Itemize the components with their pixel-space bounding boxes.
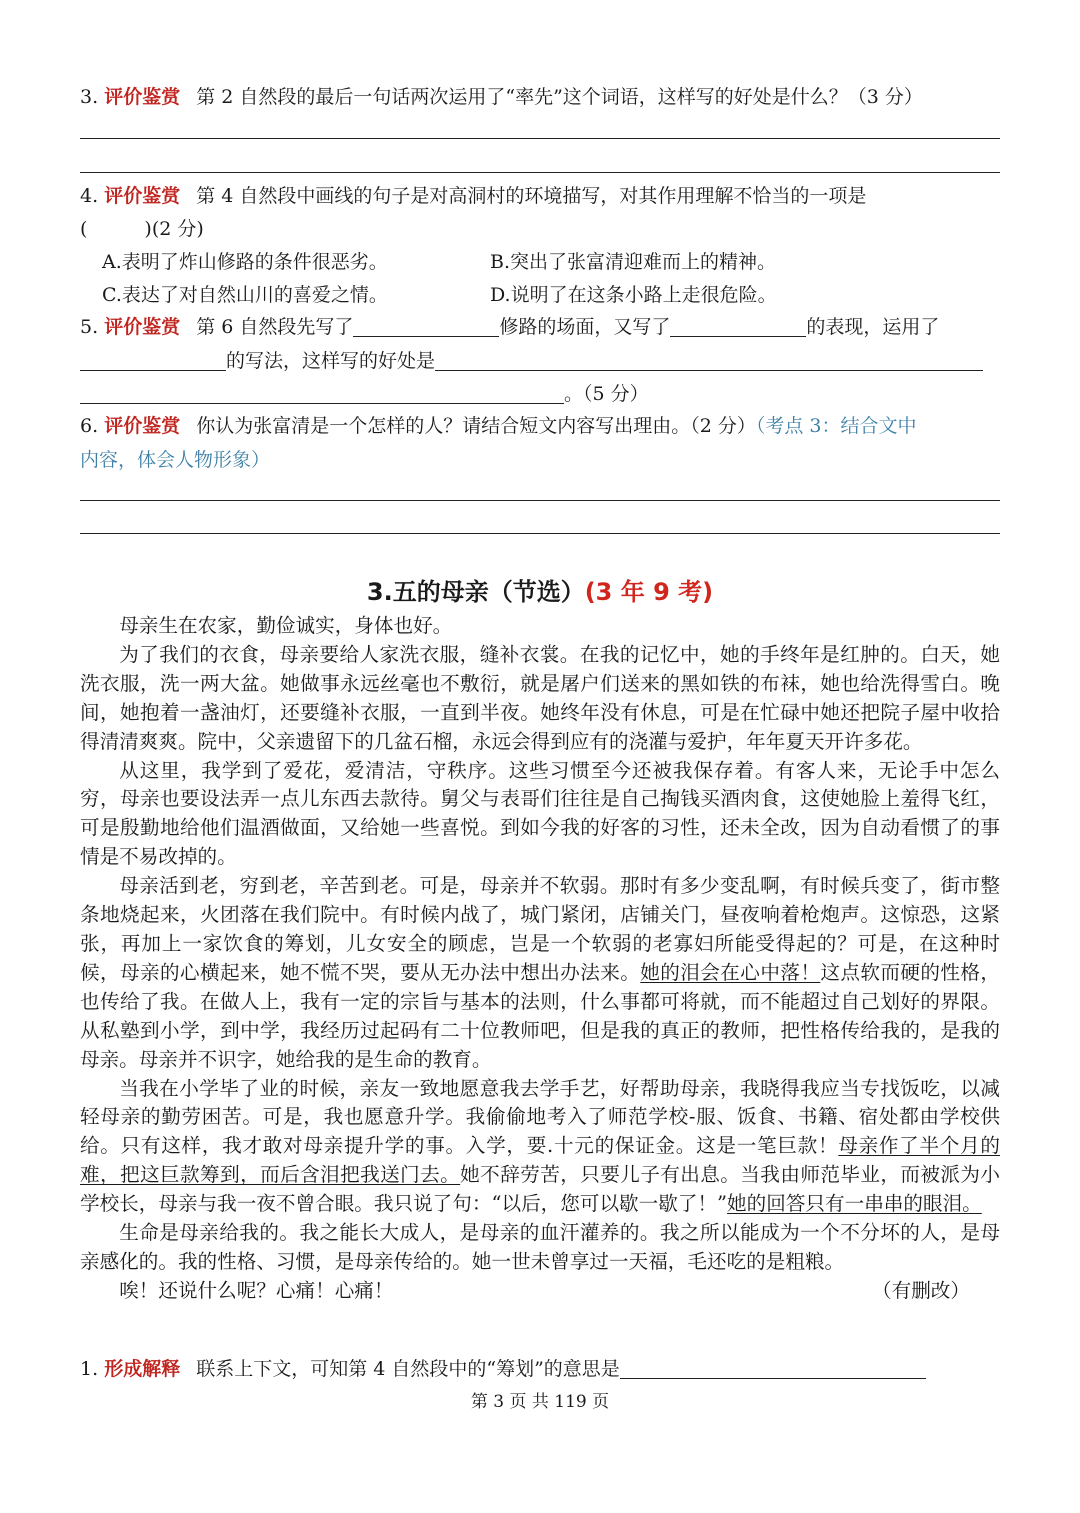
question-text: 的写法，这样写的好处是 [226,350,436,372]
question-4 [80,179,1000,213]
paragraph-text: 母亲活到老，穷到老，辛苦到老。可是，母亲并不软弱。那时有多少变乱啊，有时候兵变了，街市整条地烧起来，火团落在我们院中。有时候内战了，城门紧闭，店铺关门，昼夜响着枪炮声。这惊恐，这紧张，再加上一家饮食的筹划，儿女安全的顾虑，岂是一个软弱的老寡妇所能受得起的？可是，在这种时候，母亲的心横起来，她不慌不哭，要从无办法中想出办法来。 [80,874,1000,984]
fill-blank[interactable] [435,346,983,371]
option-b[interactable]: B.突出了张富清迎难而上的精神。 [490,251,777,273]
paragraph-text: 唉！还说什么呢？心痛！心痛！ [119,1278,394,1302]
paragraph-text: 她不辞劳苦，只要儿子有出息。当我由师范毕业，而被派为小学校长，母亲与我一夜不曾合眼。我只说了句：“以后，您可以歇一歇了！” [80,1163,1000,1216]
answer-line[interactable] [80,533,1000,534]
paragraph-2: 为了我们的衣食，母亲要给人家洗衣服，缝补衣裳。在我的记忆中，她的手终年是红肿的。白天，她洗衣服，洗一两大盆。她做事永远丝毫也不敷衍，就是屠户们送来的黑如铁的布袜，她也给洗得雪白。晚间，她抱着一盏油灯，还要缝补衣服，一直到半夜。她终年没有休息，可是在忙碌中她还把院子屋中收拾得清清爽爽。院中，父亲遗留下的几盆石榴，永远会得到应有的浇灌与爱护，年年夏天开许多花。 [80,642,1000,753]
fill-blank[interactable] [670,312,806,337]
underlined-sentence: 她的回答只有一串串的眼泪。 [727,1192,982,1216]
question-number: 6. [80,415,99,437]
question-type-tag: 评价鉴赏 [104,86,181,108]
paragraph-text: 这点软而硬的性格，也传给了我。在做人上，我有一定的宗旨与基本的法则，什么事都可将就，而不能超过自己划好的界限。从私塾到小学，到中学，我经历过起码有二十位教师吧，但是我的真正的教师，把性格传给我的，是我的母亲。母亲并不识字，她给我的是生命的教育。 [80,960,1001,1071]
question-6 [80,409,1000,443]
question-text: 你认为张富清是一个怎样的人？请结合短文内容写出理由。（2 分） [196,415,756,437]
question-text: 。（5 分） [564,383,649,405]
question-number: 5. [80,316,99,338]
option-c[interactable]: C.表达了对自然山川的喜爱之情。 [102,284,388,306]
question-number: 3. [80,86,99,108]
underlined-sentence: 母亲作了半个月的难，把这巨款筹到，而后含泪把我送门去。 [80,1134,1001,1187]
adaptation-note: （有删改） [872,1278,970,1302]
kaodian-note-continued: 内容，体会人物形象） [80,449,271,471]
kaodian-note: （考点 3：结合文中 [755,415,917,437]
paragraph-5 [80,1075,1000,1220]
reading-passage [80,612,1000,1306]
question-1 [80,1352,1000,1386]
question-text: 的表现，运用了 [806,316,940,338]
question-text: 第 2 自然段的最后一句话两次运用了“率先”这个词语，这样写的好处是什么？（3 分） [196,86,923,108]
answer-line[interactable] [80,138,1000,139]
question-text: 第 4 自然段中画线的句子是对高洞村的环境描写，对其作用理解不恰当的一项是 [196,185,867,207]
question-type-tag: 评价鉴赏 [104,415,181,437]
question-3 [80,80,1000,114]
answer-line[interactable] [80,500,1000,501]
paragraph-1: 母亲生在农家，勤俭诚实，身体也好。 [119,614,453,637]
answer-line[interactable] [80,172,1000,173]
fill-blank[interactable] [80,346,226,371]
paragraph-text: 当我在小学毕了业的时候，亲友一致地愿意我去学手艺，好帮助母亲，我晓得我应当专找饭吃，以减轻母亲的勤劳困苦。可是，我也愿意升学。我偷偷地考入了师范学校-服、饭食、书籍、宿处都由学校供给。只有这样，我才敢对母亲提升学的事。入学，要.十元的保证金。这是一笔巨款！ [80,1076,1000,1158]
question-number: 1. [80,1358,99,1380]
answer-bracket[interactable]: ( )(2 分) [80,218,204,240]
question-text: 联系上下文，可知第 4 自然段中的“筹划”的意思是 [196,1358,620,1380]
paragraph-6: 生命是母亲给我的。我之能长大成人，是母亲的血汗灌养的。我之所以能成为一个不分坏的人，是母亲感化的。我的性格、习惯，是母亲传给的。她一世未曾享过一天福，毛还吃的是粗粮。 [80,1221,1000,1273]
fill-blank[interactable] [620,1354,926,1379]
paragraph-4 [80,872,1000,1074]
passage-title: 3.五的母亲（节选） [366,578,585,606]
question-5 [80,310,1000,344]
option-d[interactable]: D.说明了在这条小路上走很危险。 [490,284,777,306]
question-type-tag: 形成解释 [104,1358,181,1380]
page-number: 第 3 页 共 119 页 [470,1392,610,1412]
paragraph-7 [80,1277,1000,1306]
question-text: 修路的场面，又写了 [499,316,671,338]
question-text: 第 6 自然段先写了 [196,316,354,338]
fill-blank[interactable] [80,379,564,404]
exam-frequency-badge: (3 年 9 考) [584,578,714,606]
question-number: 4. [80,185,99,207]
question-type-tag: 评价鉴赏 [104,185,181,207]
fill-blank[interactable] [353,312,499,337]
underlined-sentence: 她的泪会在心中落！ [640,960,821,984]
section-title [0,574,1080,610]
question-type-tag: 评价鉴赏 [104,316,181,338]
option-a[interactable]: A.表明了炸山修路的条件很恶劣。 [102,251,388,273]
question-5-line-2 [80,344,1000,378]
paragraph-3: 从这里，我学到了爱花，爱清洁，守秩序。这些习惯至今还被我保存着。有客人来，无论手中怎么穷，母亲也要设法弄一点儿东西去款待。舅父与表哥们往往是自己掏钱买酒肉食，这使她脸上羞得飞红，可是殷勤地给他们温酒做面，又给她一些喜悦。到如今我的好客的习性，还未全改，因为自动看惯了的事情是不易改掉的。 [80,758,1000,869]
question-5-line-3 [80,377,1000,411]
